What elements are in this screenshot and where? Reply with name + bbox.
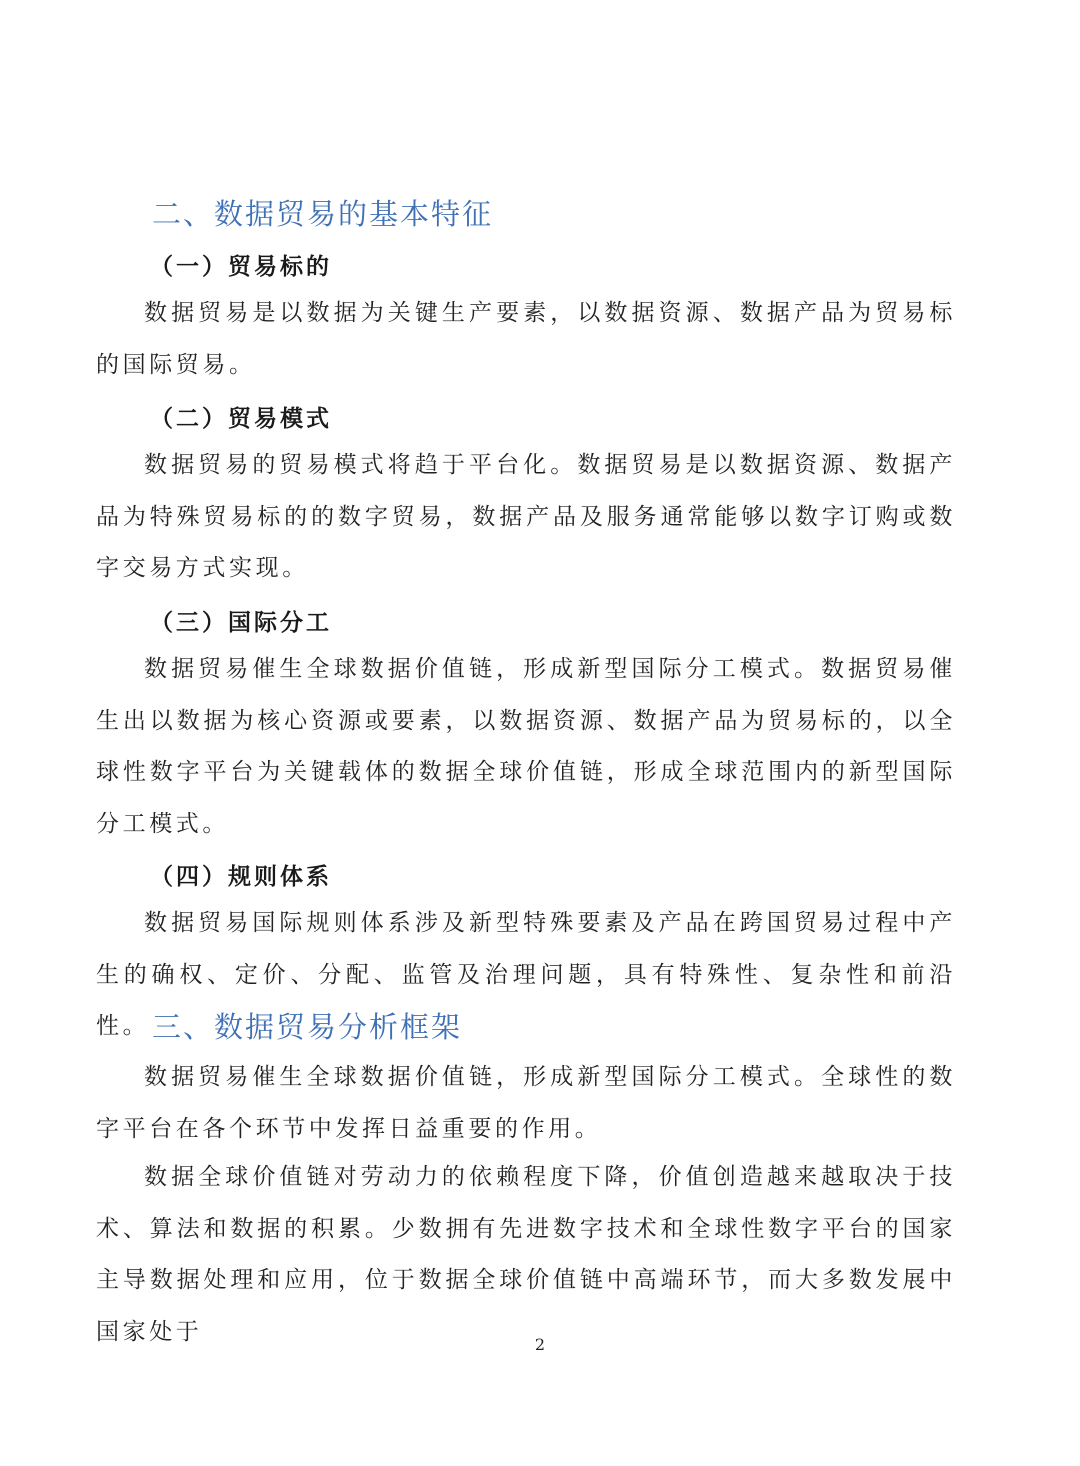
section-heading-analysis-framework: 三、数据贸易分析框架: [152, 1010, 463, 1044]
subsection-title-rule-system: （四）规则体系: [150, 864, 332, 890]
section-heading-basic-features: 二、数据贸易的基本特征: [152, 197, 494, 231]
page-number: 2: [534, 1335, 546, 1354]
subsection-title-trade-object: （一）贸易标的: [150, 254, 332, 280]
paragraph-rule-system: 数据贸易国际规则体系涉及新型特殊要素及产品在跨国贸易过程中产生的确权、定价、分配、监管及治理问题，具有特殊性、复杂性和前沿性。: [96, 910, 956, 1039]
paragraph-trade-mode: 数据贸易的贸易模式将趋于平台化。数据贸易是以数据资源、数据产品为特殊贸易标的的数字贸易，数据产品及服务通常能够以数字订购或数字交易方式实现。: [96, 452, 956, 581]
paragraph-framework-1: 数据贸易催生全球数据价值链，形成新型国际分工模式。全球性的数字平台在各个环节中发挥日益重要的作用。: [96, 1064, 956, 1142]
subsection-title-trade-mode: （二）贸易模式: [150, 406, 332, 432]
paragraph-trade-object: 数据贸易是以数据为关键生产要素，以数据资源、数据产品为贸易标的国际贸易。: [96, 300, 956, 378]
subsection-title-international-division: （三）国际分工: [150, 610, 332, 636]
paragraph-framework-2: 数据全球价值链对劳动力的依赖程度下降，价值创造越来越取决于技术、算法和数据的积累。少数拥有先进数字技术和全球性数字平台的国家主导数据处理和应用，位于数据全球价值链中高端环节，而大多数发展中国家处于: [96, 1164, 956, 1345]
paragraph-international-division: 数据贸易催生全球数据价值链，形成新型国际分工模式。数据贸易催生出以数据为核心资源或要素，以数据资源、数据产品为贸易标的，以全球性数字平台为关键载体的数据全球价值链，形成全球范围内的新型国际分工模式。: [96, 656, 956, 837]
